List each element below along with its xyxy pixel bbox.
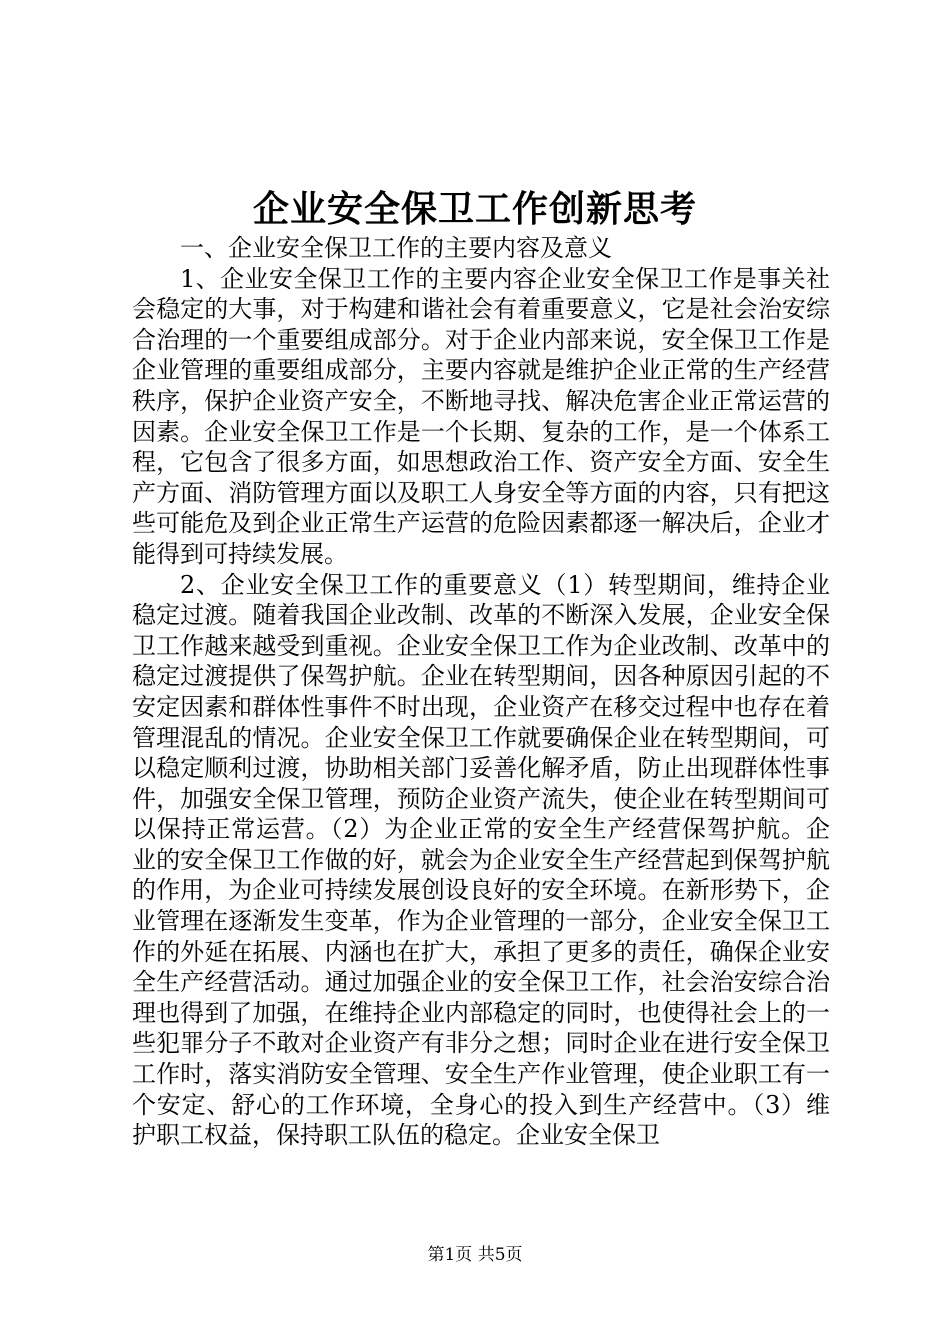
document-title: 企业安全保卫工作创新思考 <box>252 188 697 230</box>
paragraph-main-content: 1、企业安全保卫工作的主要内容企业安全保卫工作是事关社会稳定的大事，对于构建和谐社会有着重要意义，它是社会治安综合治理的一个重要组成部分。对于企业内部来说，安全保卫工作是企业管理的重要组成部分，主要内容就是维护企业正常的生产经营秩序，保护企业资产安全，不断地寻找、解决危害企业正常运营的因素。企业安全保卫工作是一个长期、复杂的工作，是一个体系工程，它包含了很多方面，如思想政治工作、资产安全方面、安全生产方面、消防管理方面以及职工人身安全等方面的内容，只有把这些可能危及到企业正常生产运营的危险因素都逐一解决后，企业才能得到可持续发展。 <box>132 264 830 568</box>
paragraph-significance: 2、企业安全保卫工作的重要意义（1）转型期间，维持企业稳定过渡。随着我国企业改制、改革的不断深入发展，企业安全保卫工作越来越受到重视。企业安全保卫工作为企业改制、改革中的稳定过渡提供了保驾护航。企业在转型期间，因各种原因引起的不安定因素和群体性事件不时出现，企业资产在移交过程中也存在着管理混乱的情况。企业安全保卫工作就要确保企业在转型期间，可以稳定顺利过渡，协助相关部门妥善化解矛盾，防止出现群体性事件，加强安全保卫管理，预防企业资产流失，使企业在转型期间可以保持正常运营。（2）为企业正常的安全生产经营保驾护航。企业的安全保卫工作做的好，就会为企业安全生产经营起到保驾护航的作用，为企业可持续发展创设良好的安全环境。在新形势下，企业管理在逐渐发生变革，作为企业管理的一部分，企业安全保卫工作的外延在拓展、内涵也在扩大，承担了更多的责任，确保企业安全生产经营活动。通过加强企业的安全保卫工作，社会治安综合治理也得到了加强，在维持企业内部稳定的同时，也使得社会上的一些犯罪分子不敢对企业资产有非分之想；同时企业在进行安全保卫工作时，落实消防安全管理、安全生产作业管理，使企业职工有一个安定、舒心的工作环境，全身心的投入到生产经营中。（3）维护职工权益，保持职工队伍的稳定。企业安全保卫 <box>132 570 830 1150</box>
page-footer: 第1页 共5页 <box>427 1245 523 1265</box>
document-body <box>132 233 830 1151</box>
section-heading: 一、企业安全保卫工作的主要内容及意义 <box>180 234 612 262</box>
